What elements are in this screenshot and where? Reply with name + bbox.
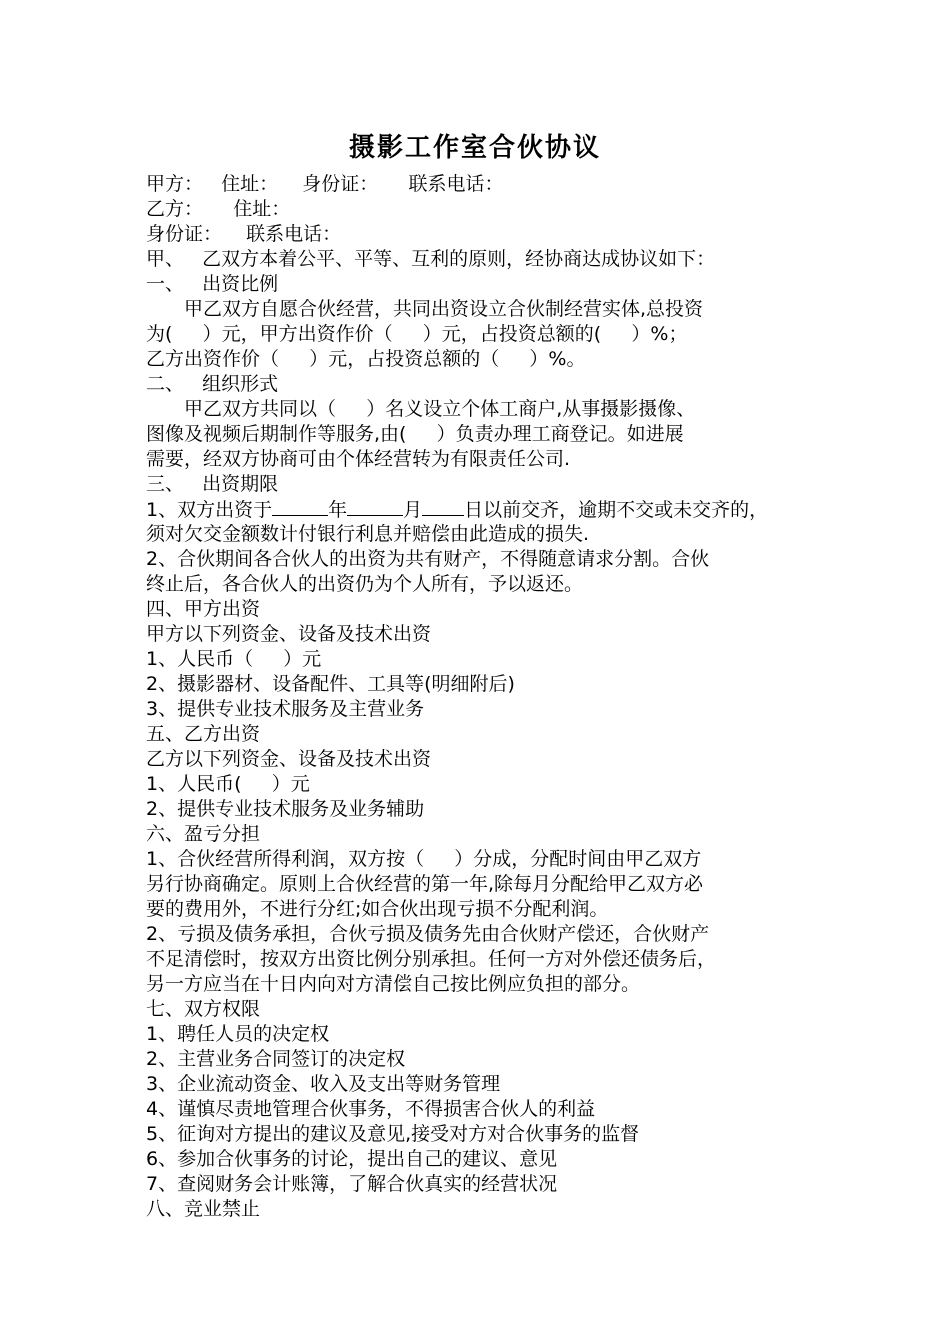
- paragraph-line: 需要，经双方协商可由个体经营转为有限责任公司.: [146, 448, 571, 470]
- month-blank: [347, 497, 403, 516]
- list-item: 7、查阅财务会计账簿，了解合伙真实的经营状况: [146, 1173, 558, 1195]
- list-item: 2、提供专业技术服务及业务辅助: [146, 798, 425, 820]
- paragraph-line: 为( ）元，甲方出资作价（ ）元，占投资总额的( ）%；: [146, 323, 688, 345]
- paragraph-line: 图像及视频后期制作等服务,由( ）负责办理工商登记。如进展: [146, 423, 684, 445]
- list-item: 3、提供专业技术服务及主营业务: [146, 698, 425, 720]
- intro-line: 甲、 乙双方本着公平、平等、互利的原则，经协商达成协议如下：: [146, 248, 716, 270]
- document-title: 摄影工作室合伙协议: [348, 133, 601, 163]
- paragraph-line: 甲乙双方共同以（ ）名义设立个体工商户,从事摄影摄像、: [184, 398, 696, 420]
- list-item: 4、谨慎尽责地管理合伙事务，不得损害合伙人的利益: [146, 1098, 596, 1120]
- list-item: 2、主营业务合同签订的决定权: [146, 1048, 406, 1070]
- list-item: 1、聘任人员的决定权: [146, 1023, 330, 1045]
- section-heading-7: 七、双方权限: [146, 998, 261, 1020]
- day-suffix: 日以前交齐，逾期不交或未交齐的，: [464, 499, 769, 521]
- section-heading-1: 一、 出资比例: [146, 273, 279, 295]
- paragraph-line: 甲乙双方自愿合伙经营，共同出资设立合伙制经营实体,总投资: [184, 298, 704, 320]
- party-b-info: 乙方： 住址：: [146, 198, 291, 220]
- party-a-info: 甲方： 住址： 身份证： 联系电话：: [146, 173, 504, 195]
- list-item: 5、征询对方提出的建议及意见,接受对方对合伙事务的监督: [146, 1123, 640, 1145]
- paragraph-line: 2、亏损及债务承担，合伙亏损及债务先由合伙财产偿还，合伙财产: [146, 923, 710, 945]
- document-body: [146, 172, 812, 1222]
- list-item: 6、参加合伙事务的讨论，提出自己的建议、意见: [146, 1148, 558, 1170]
- paragraph-line: 1、合伙经营所得利润，双方按（ ）分成，分配时间由甲乙双方: [146, 848, 702, 870]
- deadline-prefix: 1、双方出资于: [146, 499, 273, 521]
- section-heading-4: 四、甲方出资: [146, 598, 261, 620]
- paragraph-line: 2、合伙期间各合伙人的出资为共有财产，不得随意请求分割。合伙: [146, 548, 710, 570]
- section-heading-3: 三、 出资期限: [146, 473, 279, 495]
- party-b-id-phone: 身份证： 联系电话：: [146, 223, 342, 245]
- paragraph-line: 甲方以下列资金、设备及技术出资: [146, 623, 432, 645]
- section-heading-8: 八、竞业禁止: [146, 1198, 261, 1220]
- list-item: 1、人民币（ ）元: [146, 648, 322, 670]
- year-label: 年: [328, 499, 348, 521]
- paragraph-line: 另行协商确定。原则上合伙经营的第一年,除每月分配给甲乙双方必: [146, 873, 704, 895]
- year-blank: [272, 497, 328, 516]
- list-item: 3、企业流动资金、收入及支出等财务管理: [146, 1073, 501, 1095]
- paragraph-line: 终止后，各合伙人的出资仍为个人所有，予以返还。: [146, 573, 584, 595]
- paragraph-line: 另一方应当在十日内向对方清偿自己按比例应负担的部分。: [146, 973, 641, 995]
- paragraph-line: 不足清偿时，按双方出资比例分别承担。任何一方对外偿还债务后，: [146, 948, 717, 970]
- paragraph-line: 要的费用外，不进行分红;如合伙出现亏损不分配利润。: [146, 898, 609, 920]
- paragraph-line: 须对欠交金额数计付银行利息并赔偿由此造成的损失.: [146, 523, 590, 545]
- list-item: 2、摄影器材、设备配件、工具等(明细附后): [146, 673, 515, 695]
- month-label: 月: [403, 499, 423, 521]
- section-heading-6: 六、盈亏分担: [146, 823, 261, 845]
- list-item: 1、人民币( ）元: [146, 773, 310, 795]
- section-heading-2: 二、 组织形式: [146, 373, 279, 395]
- section-heading-5: 五、乙方出资: [146, 723, 261, 745]
- paragraph-line: 乙方以下列资金、设备及技术出资: [146, 748, 432, 770]
- paragraph-line: 乙方出资作价（ ）元，占投资总额的（ ）%。: [146, 348, 586, 370]
- day-blank: [422, 497, 464, 516]
- deadline-line: [146, 497, 812, 522]
